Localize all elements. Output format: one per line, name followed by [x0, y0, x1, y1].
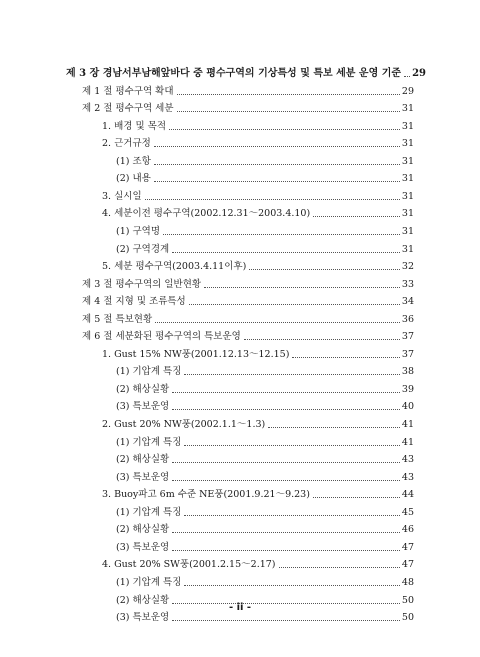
toc-entry-title: (1) 기압계 특징: [116, 577, 182, 588]
toc-entry-page: 37: [401, 331, 414, 342]
dot-leader: [184, 445, 400, 446]
toc-entry-page: 50: [401, 612, 414, 623]
dot-leader: [177, 111, 400, 112]
toc-item-entry[interactable]: [116, 503, 414, 519]
toc-section-entry[interactable]: [82, 310, 414, 326]
dot-leader: [172, 480, 400, 481]
toc-entry-title: 5. 세분 평수구역(2003.4.11이후): [102, 261, 247, 272]
toc-entry-page: 33: [401, 279, 414, 290]
dot-leader: [177, 94, 400, 95]
dot-leader: [172, 392, 400, 393]
toc-entry-title: (2) 해상실황: [116, 524, 170, 535]
toc-entry-page: 43: [401, 472, 414, 483]
dot-leader: [292, 357, 400, 358]
toc-entry-page: 31: [401, 156, 414, 167]
toc-entry-title: 제 4 절 지형 및 조류특성: [82, 296, 186, 307]
toc-entry-title: (1) 기압계 특징: [116, 437, 182, 448]
dot-leader: [184, 515, 400, 516]
toc-entry-page: 32: [401, 261, 414, 272]
dot-leader: [249, 269, 400, 270]
toc-entry-page: 37: [401, 349, 414, 360]
toc-entry-title: 1. 배경 및 목적: [102, 121, 167, 132]
dot-leader: [244, 339, 400, 340]
toc-subsection-entry[interactable]: [102, 257, 414, 273]
toc-entry-title: 3. Buoy파고 6m 수준 NE풍(2001.9.21～9.23): [102, 489, 310, 500]
toc-entry-title: (1) 기압계 특징: [116, 366, 182, 377]
toc-item-entry[interactable]: [116, 240, 414, 256]
toc-subsection-entry[interactable]: [102, 204, 414, 220]
toc-entry-title: (3) 특보운영: [116, 472, 170, 483]
toc-entry-page: 31: [401, 138, 414, 149]
toc-item-entry[interactable]: [116, 380, 414, 396]
dot-leader: [172, 409, 400, 410]
toc-entry-page: 47: [401, 542, 414, 553]
toc-entry-title: (2) 내용: [116, 173, 151, 184]
toc-entry-page: 31: [401, 244, 414, 255]
toc-entry-title: (3) 특보운영: [116, 612, 170, 623]
dot-leader: [154, 164, 400, 165]
dot-leader: [172, 532, 400, 533]
toc-section-entry[interactable]: [82, 99, 414, 115]
toc-section-entry[interactable]: [82, 327, 414, 343]
toc-entry-title: 3. 실시일: [102, 191, 142, 202]
toc-entry-page: 48: [401, 577, 414, 588]
toc-item-entry[interactable]: [116, 573, 414, 589]
dot-leader: [268, 427, 400, 428]
dot-leader: [404, 76, 410, 77]
toc-entry-page: 31: [401, 103, 414, 114]
dot-leader: [172, 620, 400, 621]
toc-entry-page: 39: [401, 384, 414, 395]
dot-leader: [154, 146, 400, 147]
toc-entry-title: (1) 기압계 특징: [116, 507, 182, 518]
toc-item-entry[interactable]: [116, 397, 414, 413]
toc-entry-title: 제 6 절 세분화된 평수구역의 특보운영: [82, 331, 241, 342]
toc-item-entry[interactable]: [116, 468, 414, 484]
toc-item-entry[interactable]: [116, 433, 414, 449]
toc-entry-page: 31: [401, 121, 414, 132]
toc-entry-title: 1. Gust 15% NW풍(2001.12.13～12.15): [102, 349, 290, 360]
dot-leader: [172, 252, 400, 253]
toc-entry-title: (2) 해상실황: [116, 454, 170, 465]
toc-entry-title: 4. 세분이전 평수구역(2002.12.31～2003.4.10): [102, 208, 311, 219]
toc-entry-page: 46: [401, 524, 414, 535]
toc-chapter-entry[interactable]: [66, 64, 426, 80]
toc-entry-page: 41: [401, 419, 414, 430]
toc-item-entry[interactable]: [116, 222, 414, 238]
toc-entry-page: 31: [401, 226, 414, 237]
toc-entry-page: 47: [401, 559, 414, 570]
toc-subsection-entry[interactable]: [102, 415, 414, 431]
toc-entry-page: 40: [401, 401, 414, 412]
dot-leader: [313, 216, 400, 217]
toc-entry-title: 제 2 절 평수구역 세분: [82, 103, 174, 114]
dot-leader: [169, 129, 400, 130]
toc-entry-title: (1) 조항: [116, 156, 151, 167]
dot-leader: [204, 287, 400, 288]
dot-leader: [184, 585, 400, 586]
toc-section-entry[interactable]: [82, 275, 414, 291]
toc-entry-page: 31: [401, 191, 414, 202]
toc-entry-title: 제 5 절 특보현황: [82, 314, 153, 325]
toc-entry-page: 31: [401, 173, 414, 184]
toc-entry-title: (3) 특보운영: [116, 542, 170, 553]
dot-leader: [184, 374, 400, 375]
toc-entry-title: (2) 구역경계: [116, 244, 170, 255]
toc-subsection-entry[interactable]: [102, 345, 414, 361]
dot-leader: [172, 462, 400, 463]
toc-subsection-entry[interactable]: [102, 555, 414, 571]
toc-entry-title: 제 1 절 평수구역 확대: [82, 86, 174, 97]
toc-entry-page: 36: [401, 314, 414, 325]
toc-subsection-entry[interactable]: [102, 187, 414, 203]
toc-entry-title: (2) 해상실황: [116, 595, 170, 606]
toc-subsection-entry[interactable]: [102, 485, 414, 501]
dot-leader: [145, 199, 400, 200]
toc-entry-title: 제 3 장 경남서부남해앞바다 중 평수구역의 기상특성 및 특보 세분 운영 기준: [66, 68, 402, 79]
toc-entry-title: (2) 해상실황: [116, 384, 170, 395]
page-number-footer: - ii -: [228, 602, 252, 613]
dot-leader: [279, 567, 400, 568]
toc-entry-page: 41: [401, 437, 414, 448]
toc-item-entry[interactable]: [116, 362, 414, 378]
toc-item-entry[interactable]: [116, 450, 414, 466]
toc-entry-title: (3) 특보운영: [116, 401, 170, 412]
toc-section-entry[interactable]: [82, 82, 414, 98]
toc-entry-page: 29: [401, 86, 414, 97]
toc-entry-title: 제 3 절 평수구역의 일반현황: [82, 279, 202, 290]
dot-leader: [313, 497, 400, 498]
toc-entry-page: 38: [401, 366, 414, 377]
toc-entry-page: 44: [401, 489, 414, 500]
toc-item-entry[interactable]: [116, 538, 414, 554]
toc-item-entry[interactable]: [116, 152, 414, 168]
dot-leader: [172, 550, 400, 551]
dot-leader: [189, 304, 400, 305]
toc-entry-page: 34: [401, 296, 414, 307]
toc-entry-title: 4. Gust 20% SW풍(2001.2.15～2.17): [102, 559, 276, 570]
toc-entry-page: 50: [401, 595, 414, 606]
toc-entry-title: (1) 구역명: [116, 226, 161, 237]
toc-item-entry[interactable]: [116, 520, 414, 536]
toc-subsection-entry[interactable]: [102, 117, 414, 133]
dot-leader: [154, 181, 400, 182]
toc-item-entry[interactable]: [116, 169, 414, 185]
dot-leader: [163, 234, 400, 235]
toc-subsection-entry[interactable]: [102, 134, 414, 150]
toc-entry-title: 2. 근거규정: [102, 138, 151, 149]
toc-entry-title: 2. Gust 20% NW풍(2002.1.1～1.3): [102, 419, 266, 430]
dot-leader: [155, 322, 400, 323]
toc-entry-page: 31: [401, 208, 414, 219]
toc-entry-page: 43: [401, 454, 414, 465]
toc-entry-page: 29: [412, 68, 426, 79]
toc-entry-page: 45: [401, 507, 414, 518]
toc-section-entry[interactable]: [82, 292, 414, 308]
